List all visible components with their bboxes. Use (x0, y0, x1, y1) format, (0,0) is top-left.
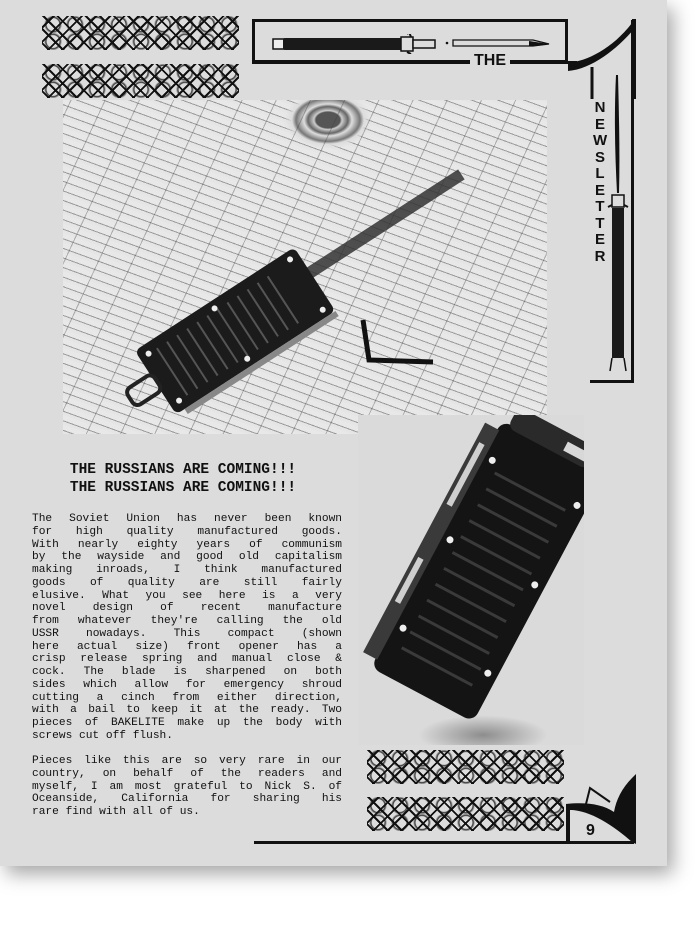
text-line: crisp release spring and manual close & (32, 653, 342, 666)
article-paragraph-1 (32, 513, 342, 743)
art-deco-footer-corner-icon (566, 774, 636, 844)
letter: N (594, 99, 606, 116)
article-paragraph-2 (32, 755, 342, 819)
text-line: screws cut off flush. (32, 729, 173, 742)
knife-photo-illustration (63, 100, 547, 434)
ornamental-border-bottom-1 (367, 750, 564, 784)
vertical-switchblade-icon (606, 75, 630, 375)
text-line: by the wayside and good old capitalism (32, 551, 342, 564)
text-line: rare find with all of us. (32, 806, 200, 818)
letter: S (594, 148, 605, 166)
ornamental-border-top-1 (42, 16, 239, 50)
text-line: from whatever they're calling the old (32, 615, 342, 627)
side-title-newsletter (593, 100, 607, 265)
letter: T (595, 214, 605, 232)
text-line: for high quality manufactured goods. (32, 525, 342, 538)
text-line: with a bail to keep it at the ready. Two (32, 704, 342, 717)
text-line: cock. The blade is sharpened on both (32, 666, 342, 678)
text-line: novel design of recent manufacture (32, 602, 342, 615)
text-line: Pieces like this are so very rare in our (32, 755, 342, 767)
photo-knife-closed (358, 415, 584, 745)
text-line: cutting a cinch from either direction, (32, 691, 342, 704)
text-line: USSR nowadays. This compact (shown (32, 627, 342, 640)
text-line: myself, I am most grateful to Nick S. of (32, 780, 342, 793)
text-line: The Soviet Union has never been known (32, 513, 342, 525)
photo-knife-on-wood (63, 100, 547, 434)
page-number: 9 (586, 822, 595, 839)
text-line: sides which allow for emergency shroud (32, 678, 342, 691)
letter: T (595, 198, 605, 215)
ornamental-border-top-2 (42, 64, 239, 98)
masthead-the: THE (470, 52, 510, 70)
masthead-box (252, 19, 565, 63)
masthead-rule (252, 61, 577, 64)
switchblade-icon (271, 34, 551, 54)
text-line: pieces of BAKELITE make up the body with (32, 717, 342, 729)
text-line: country, on behalf of the readers and (32, 767, 342, 780)
text-line: elusive. What you see here is a very (32, 589, 342, 602)
letter: E (594, 115, 605, 133)
headline-line-2: THE RUSSIANS ARE COMING!!! (69, 480, 297, 496)
letter: E (594, 231, 605, 248)
closed-knife-illustration (358, 415, 584, 745)
text-line: With nearly eighty years of communism (32, 538, 342, 551)
text-line: here actual size) front opener has a (32, 640, 342, 653)
text-line: goods of quality are still fairly (32, 576, 342, 589)
ornamental-border-bottom-2 (367, 797, 564, 831)
footer-rule (254, 841, 634, 844)
letter: L (595, 165, 605, 182)
text-line: making inroads, I think manufactured (32, 564, 342, 576)
text-line: Oceanside, California for sharing his (32, 793, 342, 806)
letter: W (593, 132, 608, 149)
headline-line-1: THE RUSSIANS ARE COMING!!! (69, 462, 297, 478)
letter: E (594, 181, 605, 199)
article-headline (28, 461, 338, 497)
letter: R (594, 247, 606, 265)
